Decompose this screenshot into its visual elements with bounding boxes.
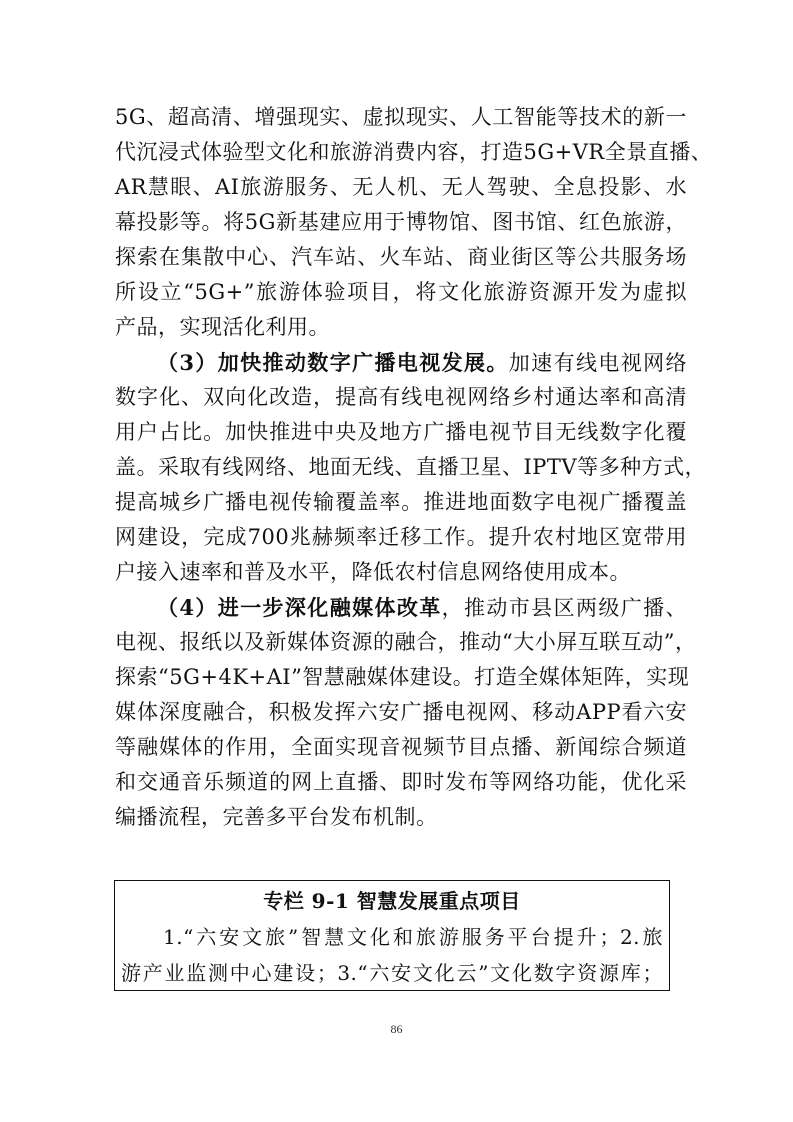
body-line: 探索“5G+4K+AI”智慧融媒体建设。打造全媒体矩阵，实现 — [115, 665, 690, 689]
body-line: AR慧眼、AI旅游服务、无人机、无人驾驶、全息投影、水 — [115, 175, 687, 199]
column-box-line: 1.“六安文旅”智慧文化和旅游服务平台提升；2.旅 — [163, 925, 663, 949]
body-line: 探索在集散中心、汽车站、火车站、商业街区等公共服务场 — [115, 245, 687, 269]
body-line: 代沉浸式体验型文化和旅游消费内容，打造5G+VR全景直播、 — [115, 140, 713, 164]
column-box-title: 专栏 9-1 智慧发展重点项目 — [263, 889, 521, 913]
section-4-first-line — [115, 590, 687, 625]
document-body — [115, 100, 713, 835]
column-box-line: 游产业监测中心建设；3.“六安文化云”文化数字资源库； — [121, 961, 663, 985]
body-line: 电视、报纸以及新媒体资源的融合，推动“大小屏互联互动”， — [115, 630, 697, 654]
section-4-heading: （4）进一步深化融媒体改革 — [157, 595, 442, 620]
body-line: 数字化、双向化改造，提高有线电视网络乡村通达率和高清 — [115, 385, 687, 409]
body-line: 户接入速率和普及水平，降低农村信息网络使用成本。 — [115, 560, 631, 584]
body-line: 和交通音乐频道的网上直播、即时发布等网络功能，优化采 — [115, 770, 687, 794]
body-line: 产品，实现活化利用。 — [115, 315, 330, 339]
body-line: 盖。采取有线网络、地面无线、直播卫星、IPTV等多种方式， — [115, 455, 707, 479]
body-line: 提高城乡广播电视传输覆盖率。推进地面数字电视广播覆盖 — [115, 490, 687, 514]
section-3-text: 加速有线电视网络 — [508, 351, 687, 375]
section-4-text: ，推动市县区两级广播、 — [441, 596, 687, 620]
page-number: 86 — [390, 1022, 403, 1036]
body-line: 网建设，完成700兆赫频率迁移工作。提升农村地区宽带用 — [115, 525, 687, 549]
body-line: 所设立“5G+”旅游体验项目，将文化旅游资源开发为虚拟 — [115, 280, 687, 304]
body-line: 媒体深度融合，积极发挥六安广播电视网、移动APP看六安 — [115, 700, 687, 724]
body-line: 编播流程，完善多平台发布机制。 — [115, 805, 438, 829]
column-box — [114, 880, 670, 991]
body-line: 等融媒体的作用，全面实现音视频节目点播、新闻综合频道 — [115, 735, 687, 759]
section-3-first-line — [115, 345, 687, 380]
body-line: 用户占比。加快推进中央及地方广播电视节目无线数字化覆 — [115, 420, 687, 444]
body-line: 幕投影等。将5G新基建应用于博物馆、图书馆、红色旅游， — [115, 210, 687, 234]
body-line: 5G、超高清、增强现实、虚拟现实、人工智能等技术的新一 — [115, 105, 687, 129]
section-3-heading: （3）加快推动数字广播电视发展。 — [157, 350, 509, 375]
